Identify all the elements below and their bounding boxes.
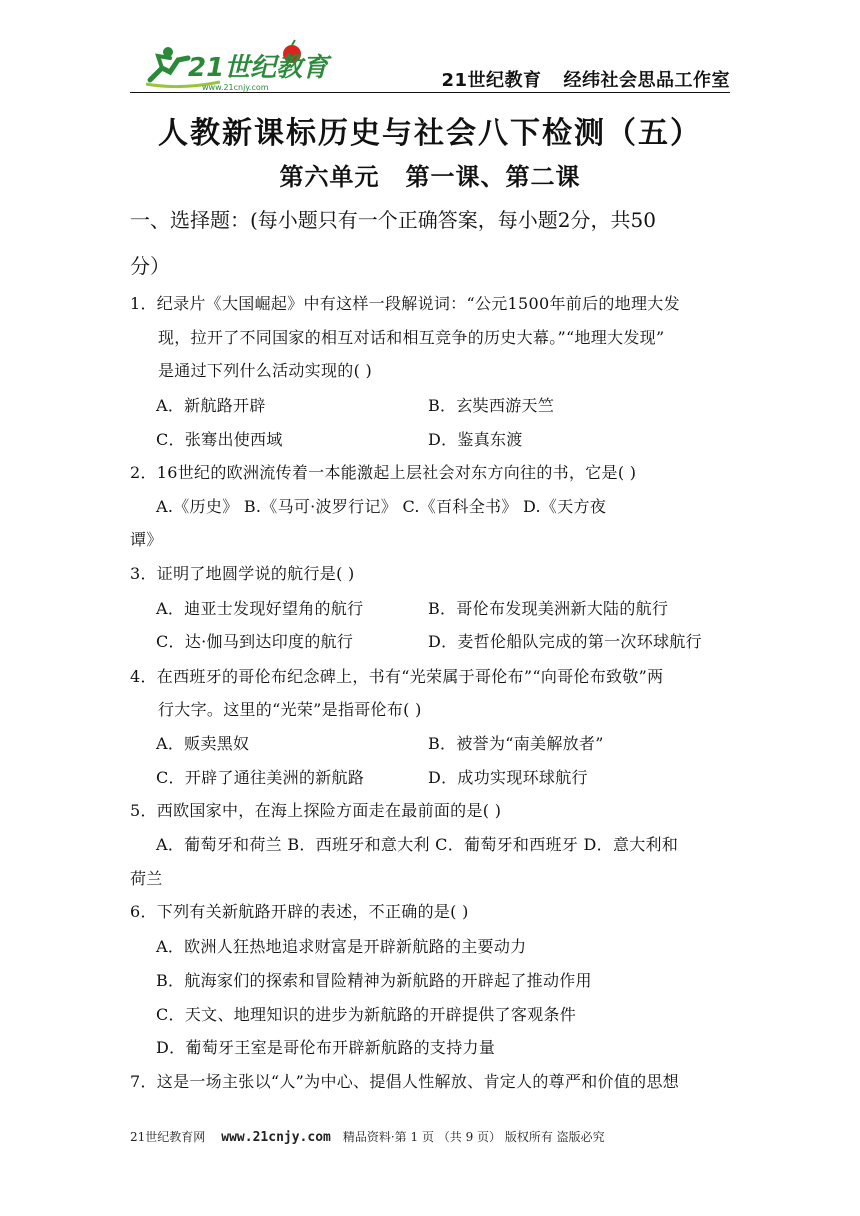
question-2-options-wrap: 谭》 (130, 530, 163, 549)
question-4-option-c: C．开辟了通往美洲的新航路 (156, 768, 365, 787)
footer-site-name: 21世纪教育网 (130, 1130, 206, 1144)
question-2-options: A.《历史》 B.《马可·波罗行记》 C.《百科全书》 D.《天方夜 (156, 497, 607, 516)
question-5-stem: 5．西欧国家中，在海上探险方面走在最前面的是( ) (130, 801, 502, 820)
question-5-options-wrap: 荷兰 (130, 869, 163, 888)
page-subtitle (0, 157, 860, 192)
question-2-stem: 2．16世纪的欧洲流传着一本能激起上层社会对东方向往的书，它是( ) (130, 463, 637, 482)
question-6-stem: 6．下列有关新航路开辟的表述，不正确的是( ) (130, 902, 469, 921)
question-3-option-b: B．哥伦布发现美洲新大陆的航行 (428, 599, 669, 618)
svg-text:21世纪教育: 21世纪教育 (188, 53, 329, 83)
question-4-option-a: A．贩卖黑奴 (156, 734, 250, 753)
question-4-stem-line1: 4．在西班牙的哥伦布纪念碑上，书有“光荣属于哥伦布”“向哥伦布致敬”两 (130, 667, 664, 686)
footer-url: www.21cnjy.com (221, 1130, 331, 1145)
subtitle-unit: 第六单元 (279, 162, 380, 191)
question-3-option-c: C．达·伽马到达印度的航行 (156, 632, 354, 651)
question-1-option-d: D．鉴真东渡 (428, 430, 523, 449)
question-1-stem-line2: 现，拉开了不同国家的相互对话和相互竞争的历史大幕。”“地理大发现” (158, 328, 665, 347)
question-4-stem-line2: 行大字。这里的“光荣”是指哥伦布( ) (158, 700, 422, 719)
question-6-option-b: B．航海家们的探索和冒险精神为新航路的开辟起了推动作用 (156, 971, 592, 990)
page-title: 人教新课标历史与社会八下检测（五） (158, 116, 702, 151)
question-4-option-b: B．被誉为“南美解放者” (428, 734, 604, 753)
subtitle-lessons: 第一课、第二课 (405, 162, 581, 191)
header-studio-name: 经纬社会思品工作室 (563, 70, 730, 91)
header-org-label (441, 66, 730, 92)
site-logo (140, 38, 329, 92)
question-1-option-b: B．玄奘西游天竺 (428, 396, 555, 415)
page-footer (130, 1128, 605, 1145)
question-1-stem-line1: 1．纪录片《大国崛起》中有这样一段解说词：“公元1500年前后的地理大发 (130, 294, 680, 313)
header-divider (130, 92, 730, 93)
question-6-option-a: A．欧洲人狂热地追求财富是开辟新航路的主要动力 (156, 937, 527, 956)
svg-text:www.21cnjy.com: www.21cnjy.com (202, 83, 269, 92)
question-3-option-a: A．迪亚士发现好望角的航行 (156, 599, 364, 618)
header-org-name: 21世纪教育 (441, 70, 542, 91)
question-3-option-d: D．麦哲伦船队完成的第一次环球航行 (428, 632, 702, 651)
question-4-option-d: D．成功实现环球航行 (428, 768, 588, 787)
section-heading-line2: 分） (130, 254, 170, 278)
question-1-option-a: A．新航路开辟 (156, 396, 266, 415)
question-5-options: A．葡萄牙和荷兰 B．西班牙和意大利 C．葡萄牙和西班牙 D．意大利和 (156, 835, 679, 854)
question-6-option-d: D．葡萄牙王室是哥伦布开辟新航路的支持力量 (156, 1038, 496, 1057)
section-heading-line1: 一、选择题：(每小题只有一个正确答案，每小题2分，共50 (130, 208, 656, 232)
question-7-stem-line1: 7．这是一场主张以“人”为中心、提倡人性解放、肯定人的尊严和价值的思想 (130, 1072, 680, 1091)
question-1-stem-line3: 是通过下列什么活动实现的( ) (158, 361, 373, 380)
question-3-stem: 3．证明了地圆学说的航行是( ) (130, 564, 355, 583)
question-6-option-c: C．天文、地理知识的进步为新航路的开辟提供了客观条件 (156, 1005, 577, 1024)
footer-info: 精品资料·第 1 页 （共 9 页） 版权所有 盗版必究 (342, 1130, 605, 1144)
question-1-option-c: C．张骞出使西域 (156, 430, 283, 449)
logo-graphic (140, 38, 329, 92)
